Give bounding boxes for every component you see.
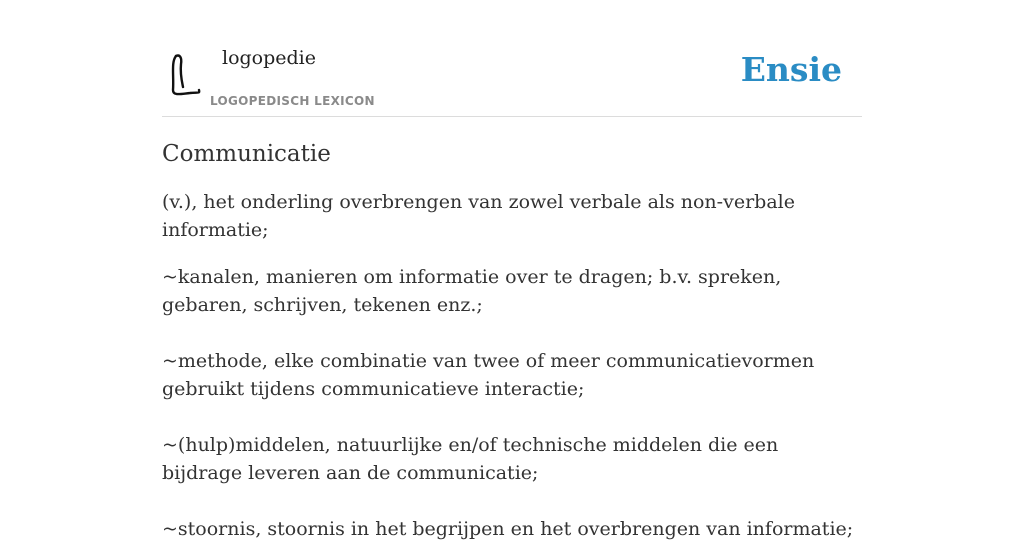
subentry-stoornis: ~stoornis, stoornis in het begrijpen en het overbrengen van informatie; <box>162 518 854 540</box>
site-subtitle: LOGOPEDISCH LEXICON <box>210 94 375 108</box>
ensie-brand-logo[interactable]: Ensie <box>740 50 842 89</box>
logopedie-l-logo-icon[interactable] <box>162 46 208 98</box>
subentry-methode: ~methode, elke combinatie van twee of meer communicatievormen gebruikt tijdens communicatieve interactie; <box>162 350 815 400</box>
entry-definition: (v.), het onderling overbrengen van zowel verbale als non-verbale informatie; <box>162 191 795 241</box>
entry-title: Communicatie <box>162 141 331 167</box>
entry-content <box>162 138 862 543</box>
subentry-kanalen: ~kanalen, manieren om informatie over te dragen; b.v. spreken, gebaren, schrijven, tekenen enz.; <box>162 266 782 316</box>
site-header <box>162 40 862 117</box>
subentry-hulpmiddelen: ~(hulp)middelen, natuurlijke en/of technische middelen die een bijdrage leveren aan de communicatie; <box>162 434 779 484</box>
site-title[interactable]: logopedie <box>222 47 317 69</box>
